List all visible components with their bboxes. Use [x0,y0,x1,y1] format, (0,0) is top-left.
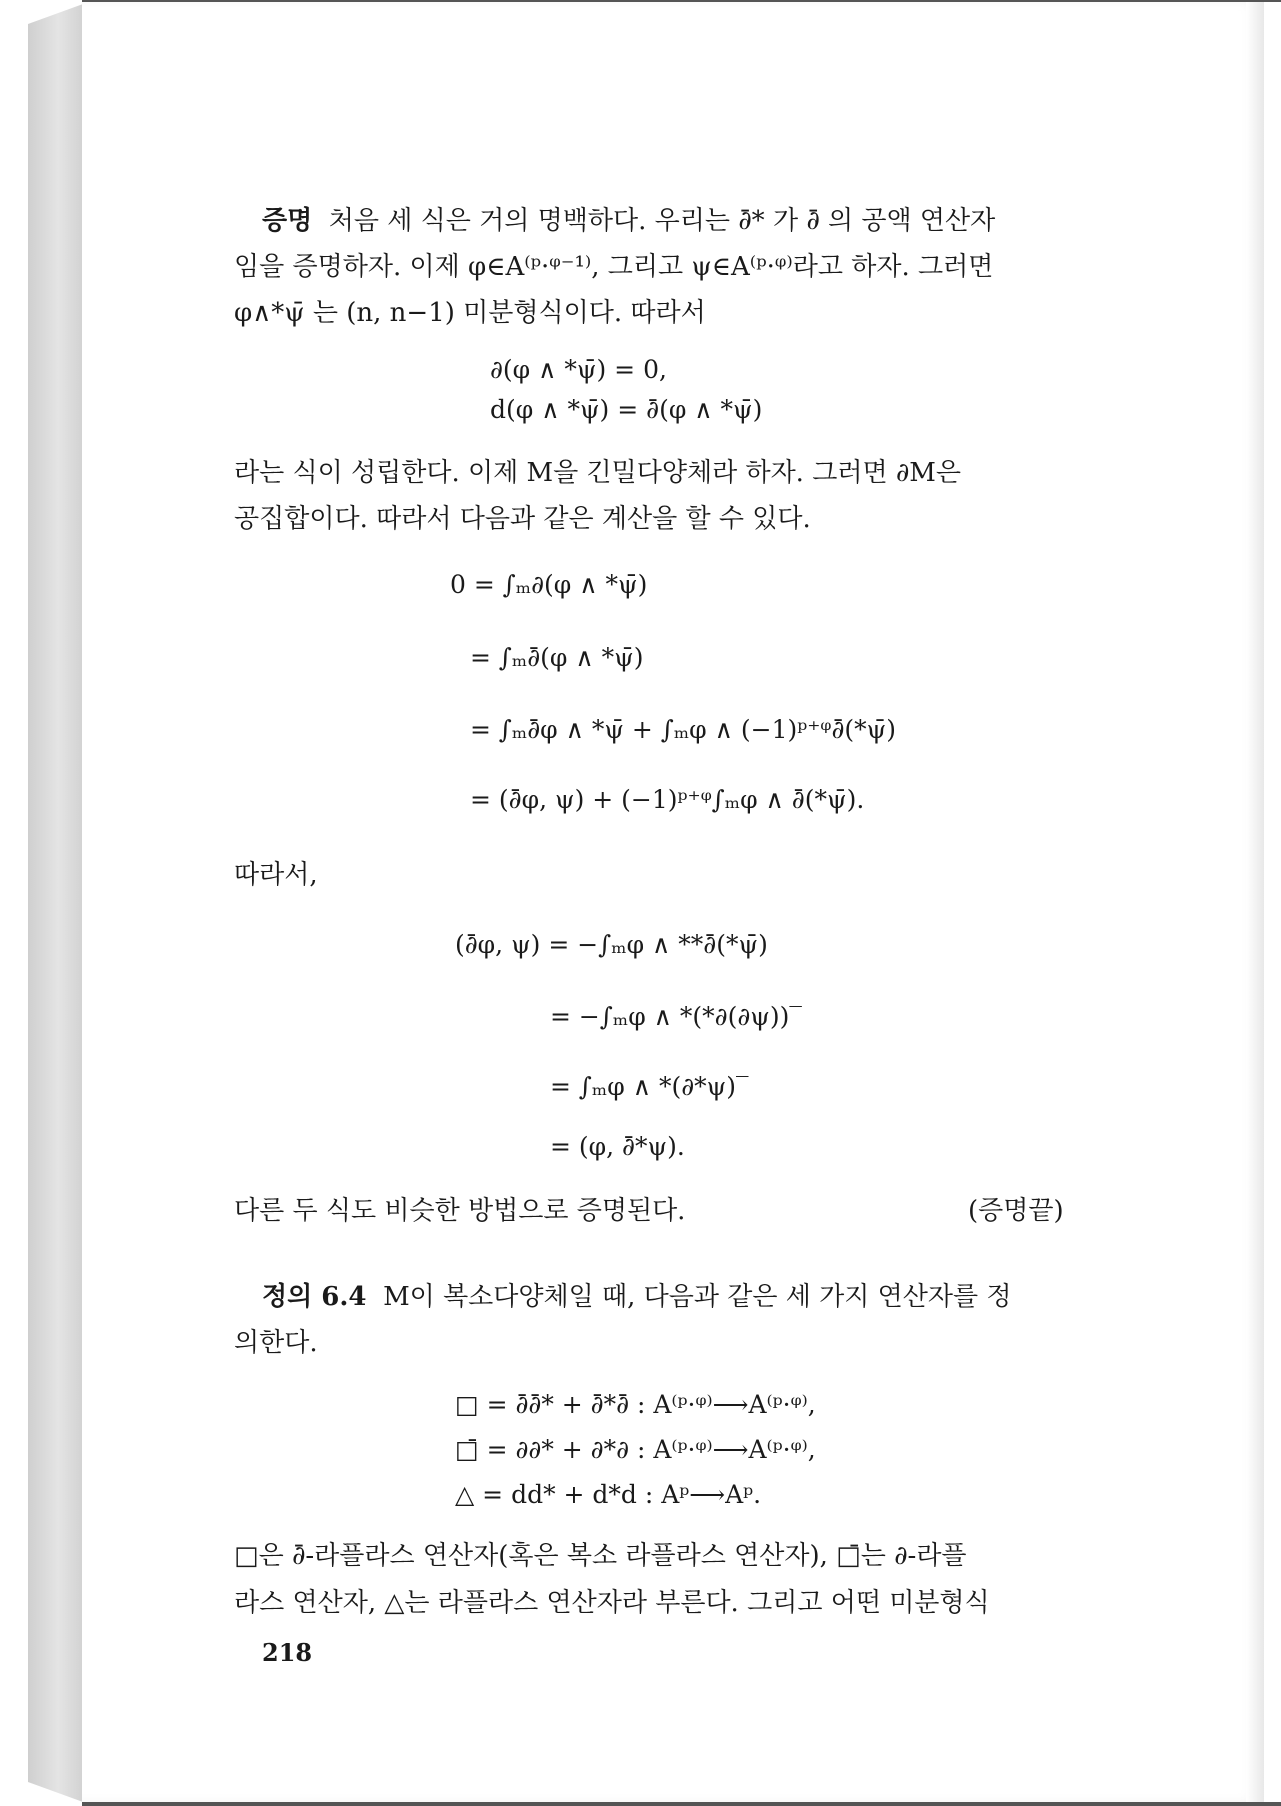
definition-line-2: 의한다. [234,1328,318,1358]
eq2-line-3: = ∫ₘ∂̄φ ∧ *ψ̄ + ∫ₘφ ∧ (−1)ᵖ⁺ᵠ∂̄(*ψ̄) [470,715,896,744]
bottom-border [82,1802,1281,1806]
proof-label: 증명 [262,206,313,236]
eq3-line-1: (∂̄φ, ψ) = −∫ₘφ ∧ **∂̄(*ψ̄) [455,930,768,959]
definition-text-1: M이 복소다양체일 때, 다음과 같은 세 가지 연산자를 정 [383,1282,1012,1312]
final-line-1: □은 ∂̄-라플라스 연산자(혹은 복소 라플라스 연산자), □̄는 ∂-라플 [234,1541,967,1571]
eq3-line-3: = ∫ₘφ ∧ *(∂*ψ)‾ [550,1072,749,1101]
page-edge [1246,2,1264,1802]
definition-line-1 [262,1274,1012,1320]
page-number: 218 [262,1638,313,1667]
eq2-line-2: = ∫ₘ∂̄(φ ∧ *ψ̄) [470,643,644,672]
eq1-line-1: ∂(φ ∧ *ψ̄) = 0, [490,355,667,384]
proof-text-1: 처음 세 식은 거의 명백하다. 우리는 ∂̄* 가 ∂̄ 의 공액 연산자 [328,206,996,236]
definition-label: 정의 6.4 [262,1282,367,1312]
therefore-text: 따라서, [234,860,318,890]
eq3-line-2: = −∫ₘφ ∧ *(*∂(∂ψ))‾ [550,1002,802,1031]
eq3-line-4: = (φ, ∂̄*ψ). [550,1132,685,1161]
proof-line-3: φ∧*ψ̄ 는 (n, n−1) 미분형식이다. 따라서 [234,298,706,328]
proof-line-1 [262,198,995,244]
eq4-line-3: △ = dd* + d*d : Aᵖ⟶Aᵖ. [455,1480,762,1509]
eq4-line-2: □̄ = ∂∂* + ∂*∂ : A⁽ᵖ·ᵠ⁾⟶A⁽ᵖ·ᵠ⁾, [455,1435,816,1464]
final-line-2: 라스 연산자, △는 라플라스 연산자라 부른다. 그리고 어떤 미분형식 [234,1588,990,1618]
proof-line-2: 임을 증명하자. 이제 φ∈A⁽ᵖ·ᵠ⁻¹⁾, 그리고 ψ∈A⁽ᵖ·ᵠ⁾라고 하자. 그러면 [234,252,994,282]
eq2-line-1: 0 = ∫ₘ∂(φ ∧ *ψ̄) [450,570,648,599]
eq2-line-4: = (∂̄φ, ψ) + (−1)ᵖ⁺ᵠ∫ₘφ ∧ ∂̄(*ψ̄). [470,785,865,814]
eq4-line-1: □ = ∂̄∂̄* + ∂̄*∂̄ : A⁽ᵖ·ᵠ⁾⟶A⁽ᵖ·ᵠ⁾, [455,1390,816,1419]
book-spine [28,4,83,1802]
eq1-line-2: d(φ ∧ *ψ̄) = ∂̄(φ ∧ *ψ̄) [490,395,763,424]
para2-line-2: 공집합이다. 따라서 다음과 같은 계산을 할 수 있다. [234,504,811,534]
closing-text: 다른 두 식도 비슷한 방법으로 증명된다. [234,1196,686,1226]
para2-line-1: 라는 식이 성립한다. 이제 M을 긴밀다양체라 하자. 그러면 ∂M은 [234,458,962,488]
qed-mark: (증명끝) [968,1196,1064,1226]
